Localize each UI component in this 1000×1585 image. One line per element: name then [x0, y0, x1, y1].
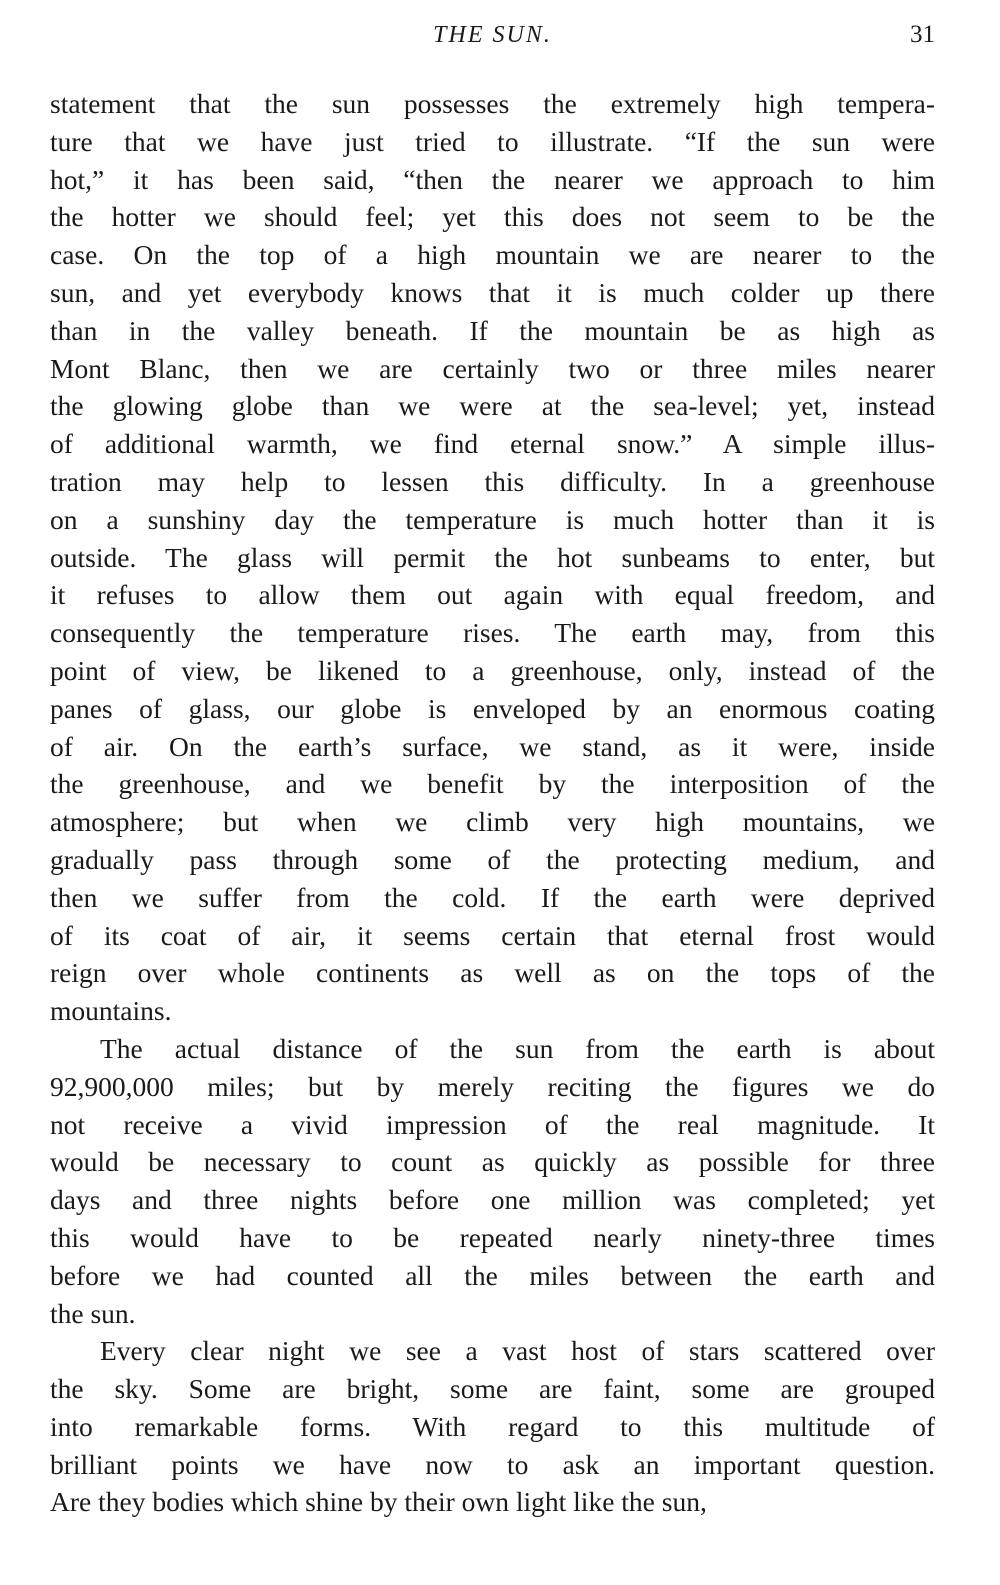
paragraph-1 — [50, 85, 935, 1030]
text-line: gradually pass through some of the protecting medium, and — [50, 843, 935, 875]
text-line: hot,” it has been said, “then the nearer we approach to him — [50, 163, 935, 195]
text-line: atmosphere; but when we climb very high mountains, we — [50, 806, 935, 838]
text-line: would be necessary to count as quickly as possible for three — [50, 1146, 935, 1178]
paragraph-2 — [50, 1030, 935, 1332]
text-line: outside. The glass will permit the hot sunbeams to enter, but — [50, 541, 935, 573]
text-line: of its coat of air, it seems certain that eternal frost would — [50, 919, 935, 951]
text-line: the greenhouse, and we benefit by the interposition of the — [50, 768, 935, 800]
text-line: tration may help to lessen this difficulty. In a greenhouse — [50, 465, 935, 497]
text-line: ture that we have just tried to illustrate. “If the sun were — [50, 125, 935, 157]
text-line: the hotter we should feel; yet this does not seem to be the — [50, 201, 935, 233]
text-line: than in the valley beneath. If the mountain be as high as — [50, 314, 935, 346]
text-line: case. On the top of a high mountain we are nearer to the — [50, 239, 935, 271]
text-line: the glowing globe than we were at the sea-level; yet, instead — [50, 390, 935, 422]
running-title: THE SUN. — [433, 22, 552, 48]
text-line: The actual distance of the sun from the earth is about — [100, 1032, 935, 1064]
text-line: this would have to be repeated nearly ninety-three times — [50, 1221, 935, 1253]
text-line: Every clear night we see a vast host of stars scattered over — [100, 1335, 935, 1367]
text-line: then we suffer from the cold. If the earth were deprived — [50, 881, 935, 913]
text-line: not receive a vivid impression of the real magnitude. It — [50, 1108, 935, 1140]
body-text — [50, 85, 935, 1521]
text-line: Are they bodies which shine by their own light like the sun, — [50, 1486, 707, 1518]
text-line: sun, and yet everybody knows that it is much colder up there — [50, 276, 935, 308]
text-line: brilliant points we have now to ask an important question. — [50, 1448, 935, 1480]
text-line: panes of glass, our globe is enveloped by an enormous coating — [50, 692, 935, 724]
text-line: reign over whole continents as well as on the tops of the — [50, 957, 935, 989]
text-line: it refuses to allow them out again with equal freedom, and — [50, 579, 935, 611]
text-line: the sun. — [50, 1297, 136, 1329]
text-line: of air. On the earth’s surface, we stand, as it were, inside — [50, 730, 935, 762]
text-line: mountains. — [50, 995, 172, 1027]
text-line: statement that the sun possesses the extremely high tempera- — [50, 88, 935, 119]
text-line: Mont Blanc, then we are certainly two or three miles nearer — [50, 352, 935, 384]
page-number: 31 — [910, 21, 935, 48]
text-line: consequently the temperature rises. The earth may, from this — [50, 617, 935, 649]
text-line: of additional warmth, we find eternal snow.” A simple illus- — [50, 428, 935, 460]
text-line: on a sunshiny day the temperature is much hotter than it is — [50, 503, 935, 535]
text-line: the sky. Some are bright, some are faint, some are grouped — [50, 1373, 935, 1405]
text-line: days and three nights before one million was completed; yet — [50, 1184, 935, 1216]
running-head — [50, 18, 935, 52]
text-line: point of view, be likened to a greenhouse, only, instead of the — [50, 654, 935, 686]
text-line: into remarkable forms. With regard to this multitude of — [50, 1410, 935, 1442]
paragraph-3 — [50, 1332, 935, 1521]
text-line: before we had counted all the miles between the earth and — [50, 1259, 935, 1291]
text-line: 92,900,000 miles; but by merely reciting the figures we do — [50, 1070, 935, 1102]
